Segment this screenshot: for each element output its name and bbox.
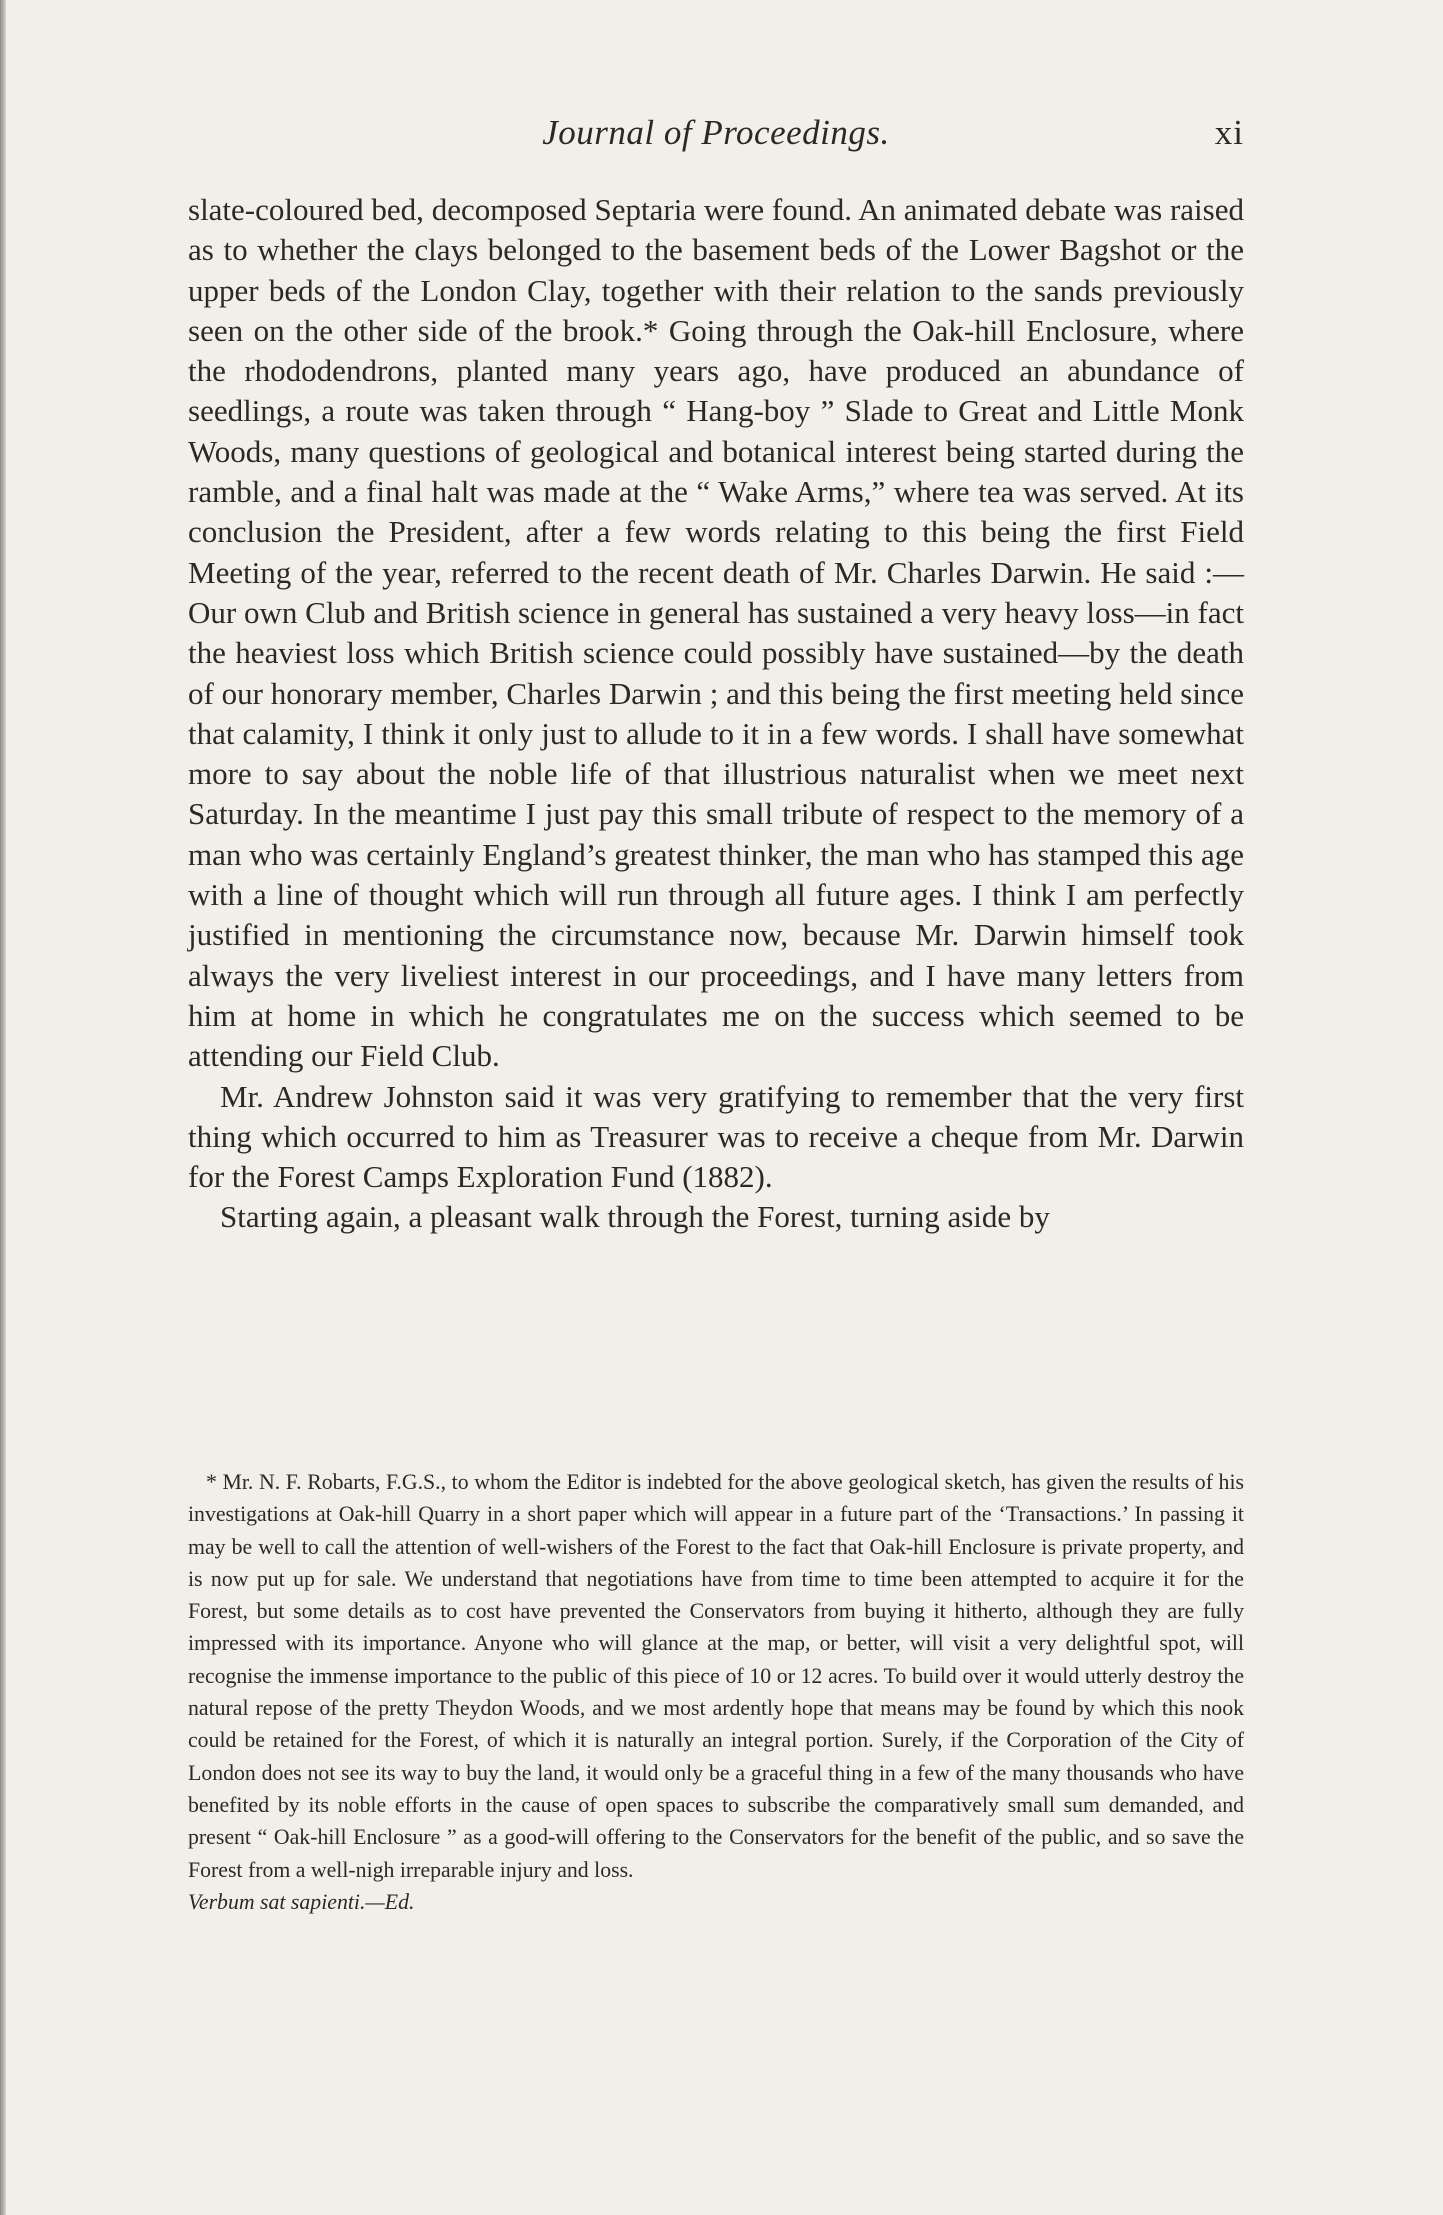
footnote-signoff: Verbum sat sapienti.—Ed.: [188, 1889, 415, 1914]
footnote: [188, 1466, 1244, 1918]
paragraph-2: Mr. Andrew Johnston said it was very gratifying to remember that the very first thing which occurred to him as Treasurer was to receive a cheque from Mr. Darwin for the Forest Camps Exploration Fund (1882).: [188, 1078, 1244, 1195]
paragraph-1: slate-coloured bed, decomposed Septaria were found. An animated debate was raised as to whether the clays belonged to the basement beds of the Lower Bagshot or the upper beds of the London Clay, together with their relation to the sands previously seen on the other side of the brook.* Going through the Oak-hill Enclosure, where the rhododendrons, planted many years ago, have produced an abundance of seedlings, a route was taken through “ Hang-boy ” Slade to Great and Little Monk Woods, many questions of geological and botanical interest being started during the ramble, and a final halt was made at the “ Wake Arms,” where tea was served. At its conclusion the President, after a few words relating to this being the first Field Meeting of the year, referred to the recent death of Mr. Charles Darwin. He said :—Our own Club and British science in general has sustained a very heavy loss—in fact the heaviest loss which British science could possibly have sustained—by the death of our honorary member, Charles Darwin ; and this being the first meeting held since that calamity, I think it only just to allude to it in a few words. I shall have somewhat more to say about the noble life of that illustrious naturalist when we meet next Saturday. In the meantime I just pay this small tribute of respect to the memory of a man who was certainly England’s greatest thinker, the man who has stamped this age with a line of thought which will run through all future ages. I think I am perfectly justified in mentioning the circumstance now, because Mr. Darwin himself took always the very liveliest interest in our proceedings, and I have many letters from him at home in which he congratulates me on the success which seemed to be attending our Field Club.: [188, 192, 1244, 1074]
page-header: [188, 113, 1244, 161]
scan-edge: [0, 0, 6, 2215]
running-title: Journal of Proceedings.: [542, 113, 890, 152]
page-number: xi: [1214, 113, 1244, 152]
footnote-text: * Mr. N. F. Robarts, F.G.S., to whom the Editor is indebted for the above geological sketch, has given the results of his investigations at Oak-hill Quarry in a short paper which will appear in a future part of the ‘Transactions.’ In passing it may be well to call the attention of well-wishers of the Forest to the fact that Oak-hill Enclosure is private property, and is now put up for sale. We understand that negotiations have from time to time been attempted to acquire it for the Forest, but some details as to cost have prevented the Conservators from buying it hitherto, although they are fully impressed with its importance. Anyone who will glance at the map, or better, will visit a very delightful spot, will recognise the immense importance to the public of this piece of 10 or 12 acres. To build over it would utterly destroy the natural repose of the pretty Theydon Woods, and we most ardently hope that means may be found by which this nook could be retained for the Forest, of which it is naturally an integral portion. Surely, if the Corporation of the City of London does not see its way to buy the land, it would only be a graceful thing in a few of the many thousands who have benefited by its noble efforts in the cause of open spaces to subscribe the comparatively small sum demanded, and present “ Oak-hill Enclosure ” as a good-will offering to the Conservators for the benefit of the public, and so save the Forest from a well-nigh irreparable injury and loss.: [188, 1470, 1244, 1882]
paragraph-3: Starting again, a pleasant walk through the Forest, turning aside by: [220, 1199, 1050, 1235]
main-text: [188, 190, 1244, 1238]
